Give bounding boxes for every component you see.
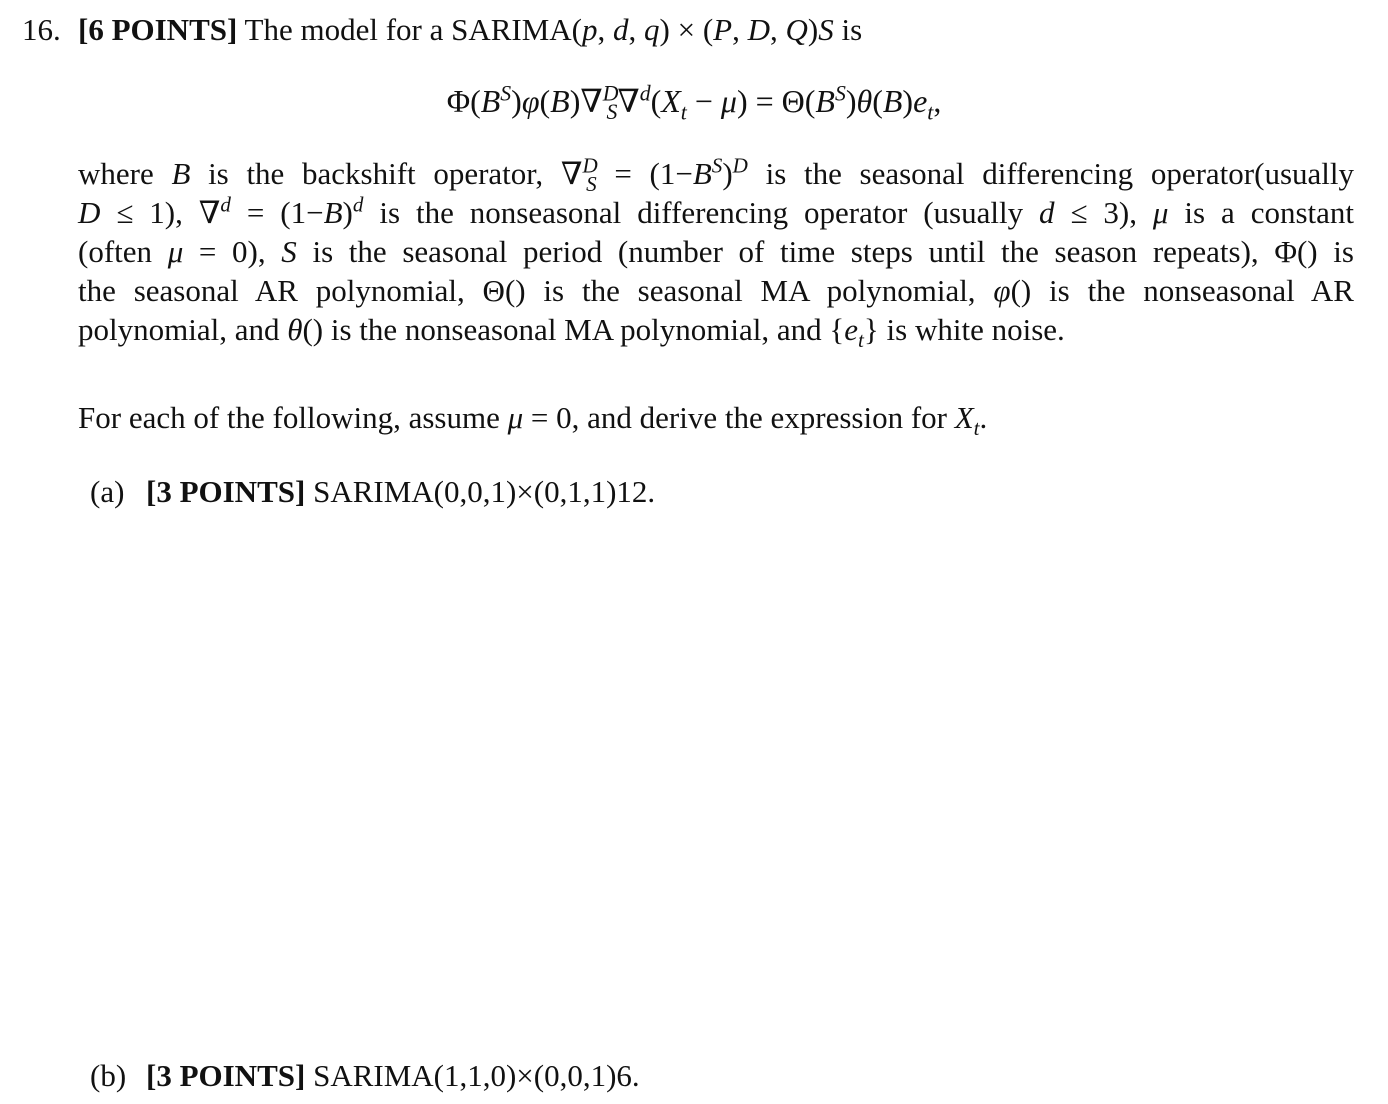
question-points: [6 POINTS] <box>78 12 238 47</box>
part-a <box>90 474 655 510</box>
part-a-points: [3 POINTS] <box>146 474 306 509</box>
question-header: [6 POINTS] The model for a SARIMA(p, d, q) × (P, D, Q)S is <box>78 12 863 47</box>
part-a-model: SARIMA(0,0,1)×(0,1,1)12. <box>313 474 656 509</box>
part-b <box>90 1058 640 1094</box>
part-b-label: (b) <box>90 1058 127 1093</box>
sarima-equation: $\Phi(B^S)\varphi(B)\nabla^D_S\nabla^d(X_t - \mu) = \Theta(B^S)\theta(B)e_t$, <box>446 81 942 125</box>
part-b-points: [3 POINTS] <box>146 1058 306 1093</box>
part-a-label: (a) <box>90 474 125 509</box>
instruction: For each of the following, assume μ = 0, and derive the expression for $X_t$. <box>78 400 988 441</box>
definitions-paragraph: where B is the backshift operator, $\nabla^D_S = (1-B^S)^D$ is the seasonal differencing operator(usually D ≤ 1), $\nabla^d = (1-B)^d$ is the nonseasonal differencing operator (usually d ≤ 3), μ is a constant (often μ = 0), S is the seasonal period (number of time steps until the season repeats), Φ() is the seasonal AR polynomial, Θ() is the seasonal MA polynomial, φ() is the nonseasonal AR polynomial, and θ() is the nonseasonal MA polynomial, and $\{e_t\}$ is white noise. <box>78 153 1355 353</box>
question-number: 16. <box>22 12 61 47</box>
answer-space[interactable] <box>90 520 1350 1040</box>
part-b-model: SARIMA(1,1,0)×(0,0,1)6. <box>313 1058 640 1093</box>
